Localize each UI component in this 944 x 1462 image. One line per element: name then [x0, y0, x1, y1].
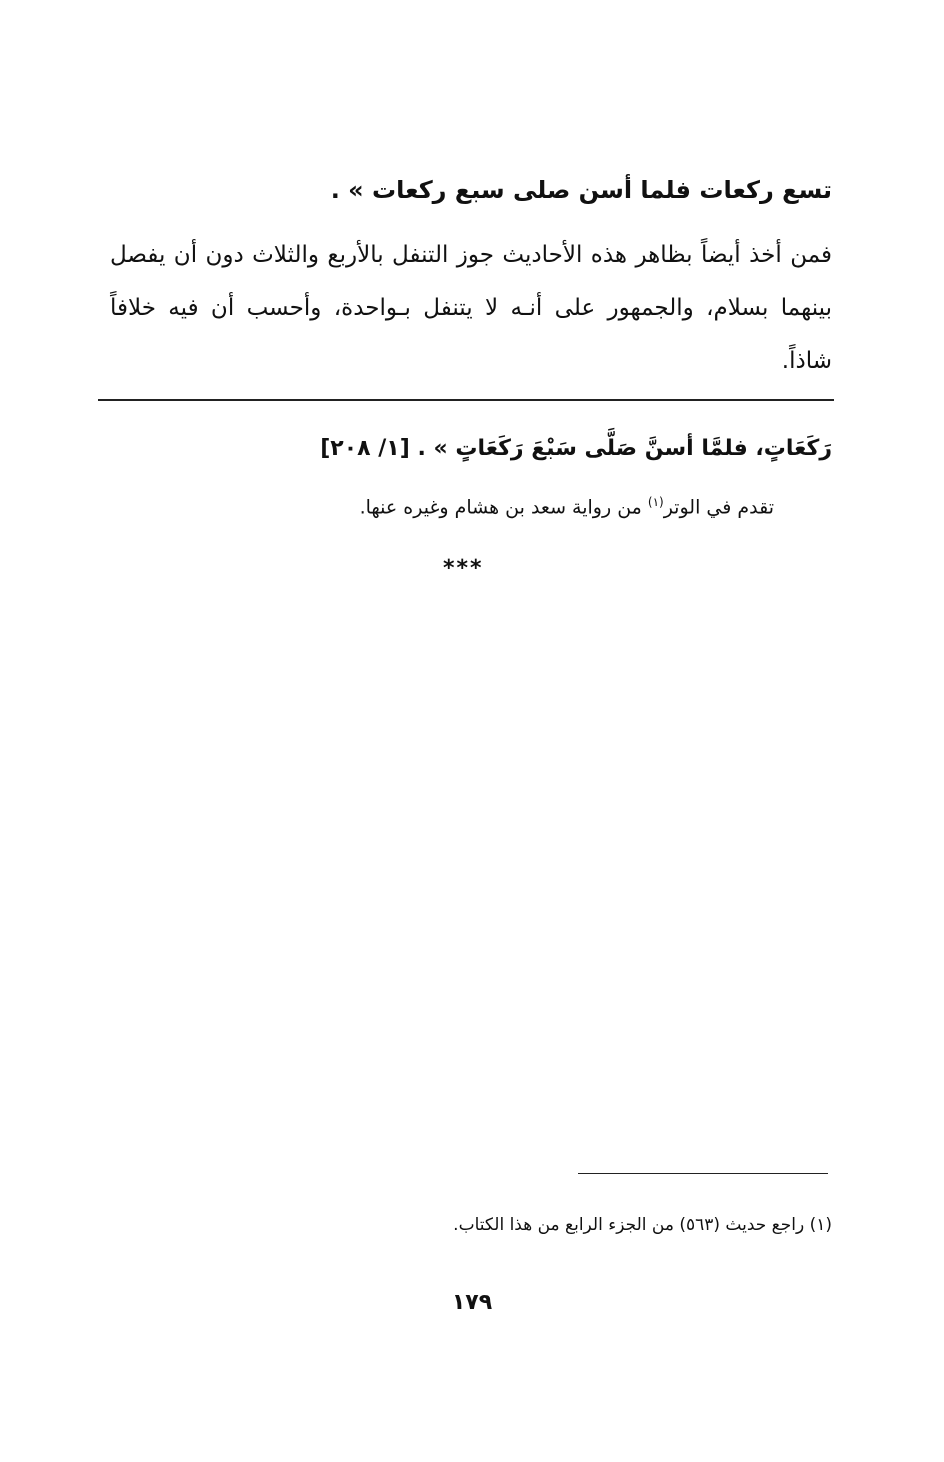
- section-separator-stars: ***: [443, 556, 484, 581]
- footnote-text: (١) راجع حديث (٥٦٣) من الجزء الرابع من هذا الكتاب.: [453, 1215, 832, 1235]
- main-text-divider: [98, 399, 834, 401]
- continuation-line: تسع ركعات فلما أسن صلى سبع ركعات » .: [330, 176, 832, 204]
- commentary-quote: رَكَعَاتٍ، فلمَّا أسنَّ صَلَّى سَبْعَ رَكَعَاتٍ » . [١/ ٢٠٨]: [320, 436, 832, 461]
- footnote-reference: (١): [647, 495, 664, 509]
- main-paragraph: فمن أخذ أيضاً بظاهر هذه الأحاديث جوز التنفل بالأربع والثلاث دون أن يفصل بينهما بسلام، والجمهور على أنـه لا يتنفل بـواحدة، وأحسب أن فيه خلافاً شاذاً.: [110, 242, 832, 374]
- footnote-divider: [578, 1173, 828, 1174]
- commentary-body-start: تقدم في الوتر: [663, 496, 774, 519]
- commentary-body-end: من رواية سعد بن هشام وغيره عنها.: [359, 496, 648, 519]
- page-number: ١٧٩: [451, 1290, 493, 1315]
- commentary-body: [360, 495, 774, 518]
